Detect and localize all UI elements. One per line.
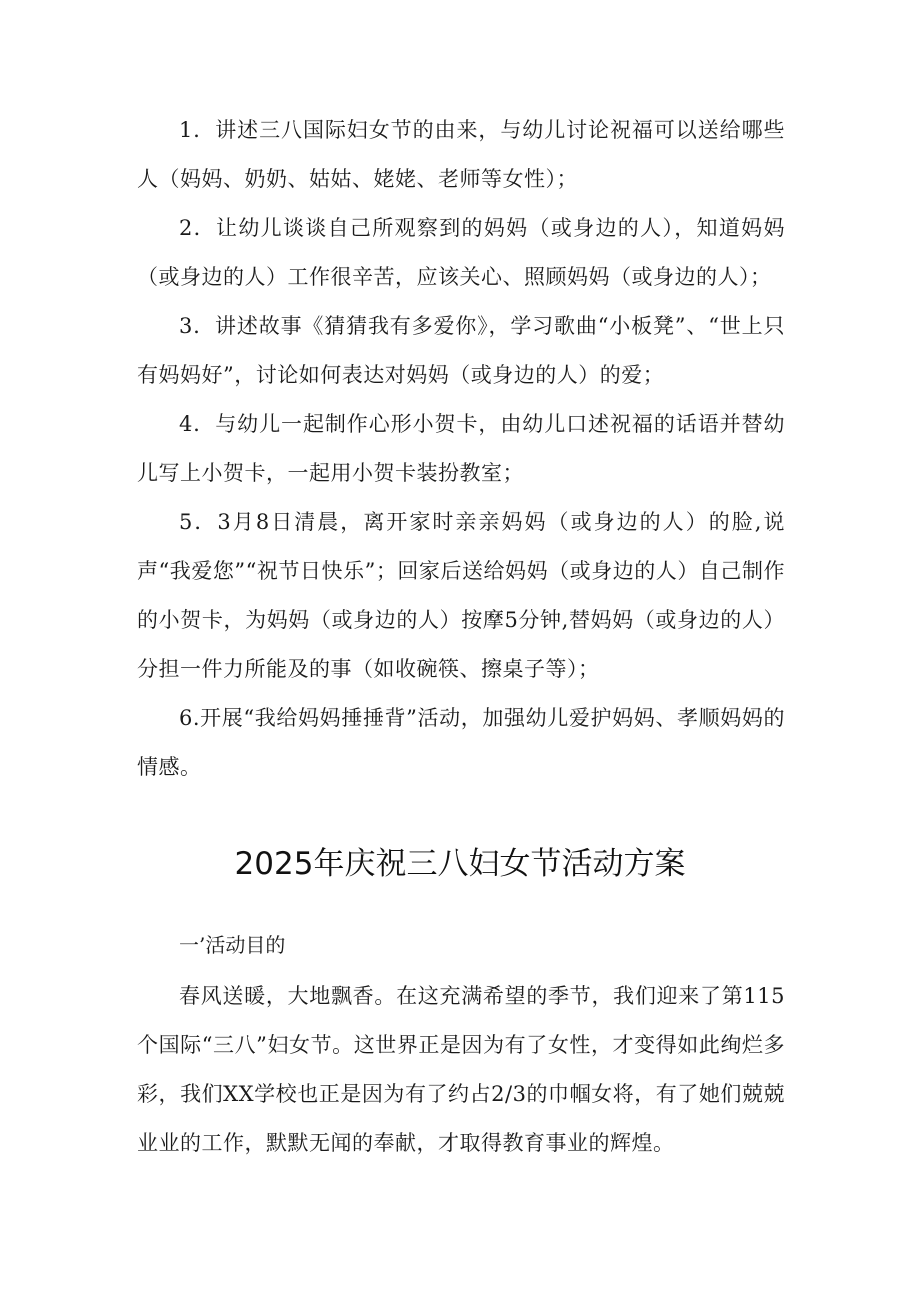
list-item-6: 6.开展“我给妈妈捶捶背”活动，加强幼儿爱护妈妈、孝顺妈妈的情感。 bbox=[137, 706, 785, 779]
list-item-3: 3．讲述故事《猜猜我有多爱你》，学习歌曲“小板凳”、“世上只有妈妈好”，讨论如何表达对妈妈（或身边的人）的爱； bbox=[137, 314, 785, 387]
section-body: 春风送暖，大地飘香。在这充满希望的季节，我们迎来了第115个国际“三八”妇女节。这世界正是因为有了女性，才变得如此绚烂多彩，我们XX学校也正是因为有了约占2/3的巾帼女将，有了她们兢兢业业的工作，默默无闻的奉献，才取得教育事业的辉煌。 bbox=[137, 984, 785, 1155]
list-item-1: 1．讲述三八国际妇女节的由来，与幼儿讨论祝福可以送给哪些人（妈妈、奶奶、姑姑、姥姥、老师等女性）； bbox=[137, 118, 785, 191]
list-item-5: 5．3月8日清晨，离开家时亲亲妈妈（或身边的人）的脸,说声“我爱您”“祝节日快乐”；回家后送给妈妈（或身边的人）自己制作的小贺卡，为妈妈（或身边的人）按摩5分钟,替妈妈（或身边的人）分担一件力所能及的事（如收碗筷、擦桌子等）； bbox=[137, 510, 785, 681]
section-heading: 一’活动目的 bbox=[179, 933, 286, 957]
list-item-4: 4．与幼儿一起制作心形小贺卡，由幼儿口述祝福的话语并替幼儿写上小贺卡，一起用小贺卡装扮教室； bbox=[137, 412, 785, 485]
document-title: 2025年庆祝三八妇女节活动方案 bbox=[234, 846, 686, 882]
list-item-2: 2．让幼儿谈谈自己所观察到的妈妈（或身边的人），知道妈妈（或身边的人）工作很辛苦，应该关心、照顾妈妈（或身边的人）； bbox=[137, 216, 785, 289]
